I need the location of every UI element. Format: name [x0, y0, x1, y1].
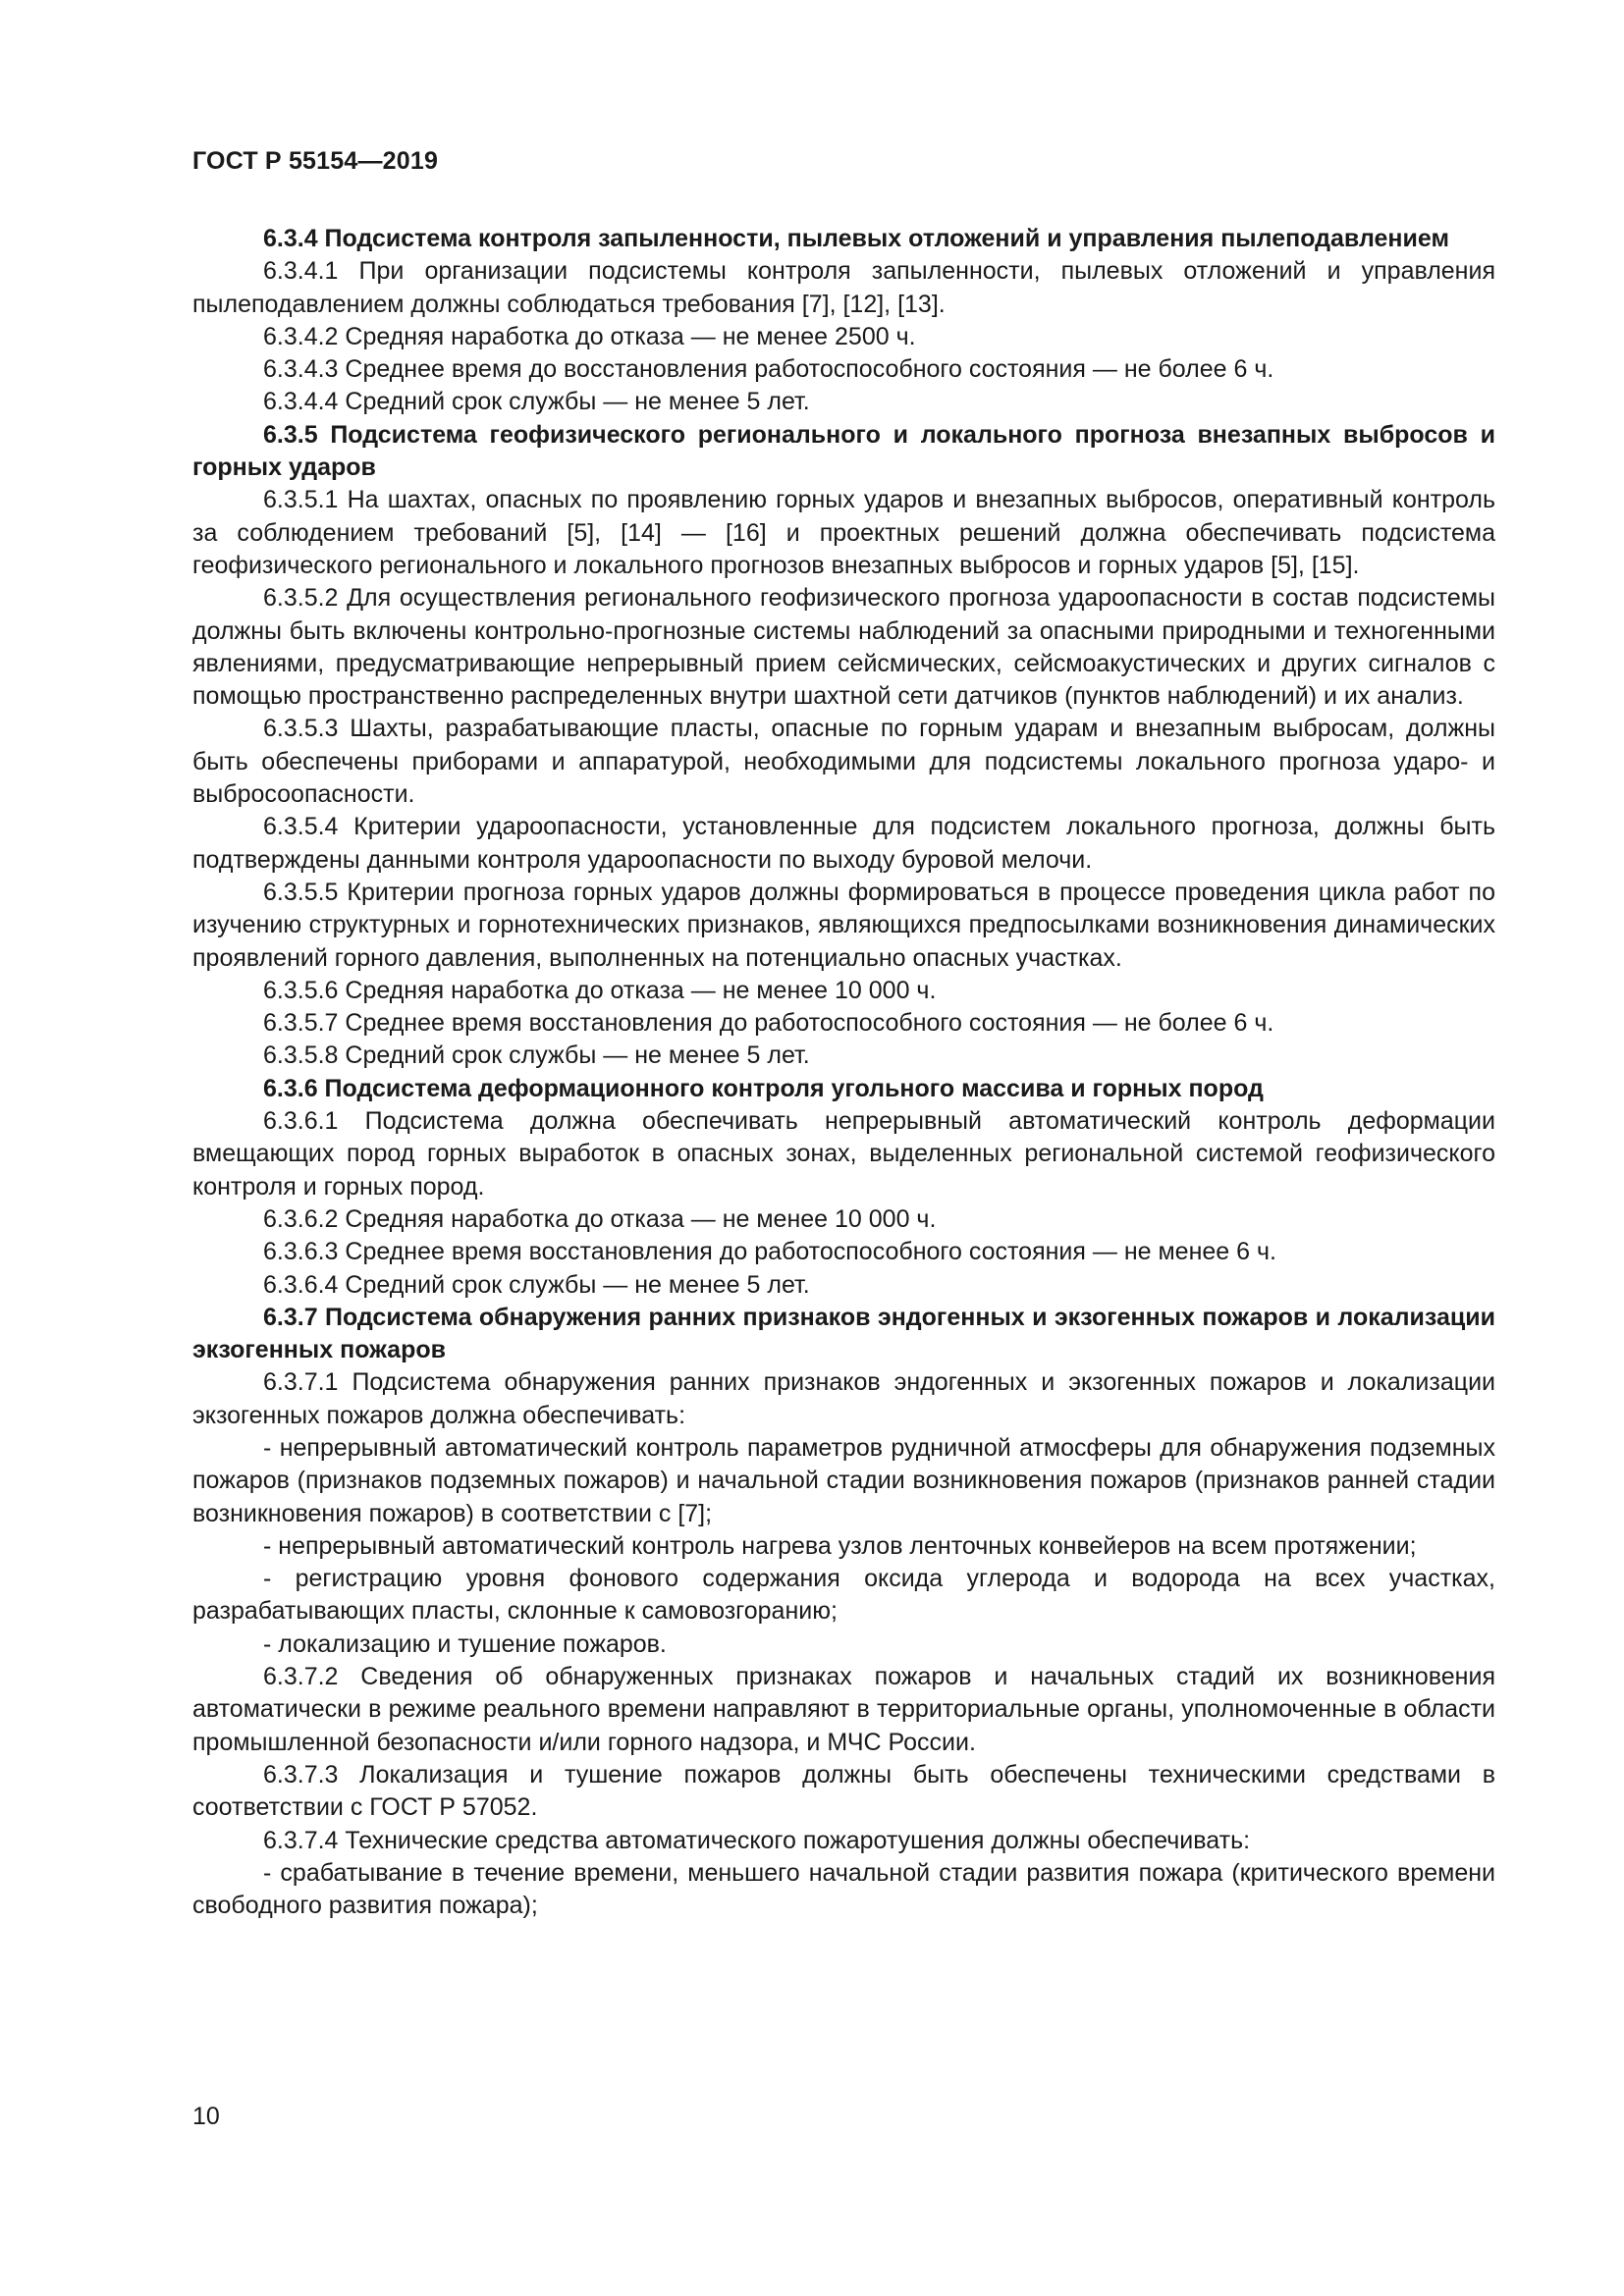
section-heading-6-3-4: 6.3.4 Подсистема контроля запыленности, пылевых отложений и управления пылеподавлением	[263, 225, 1449, 252]
document-body	[192, 223, 1495, 1922]
paragraph-6-3-7-3: 6.3.7.3 Локализация и тушение пожаров должны быть обеспечены техническими средствами в соответствии с ГОСТ Р 57052.	[192, 1760, 1495, 1822]
paragraph-6-3-4-1: 6.3.4.1 При организации подсистемы контроля запыленности, пылевых отложений и управления пылеподавлением должны соблюдаться требования [7], [12], [13].	[192, 257, 1495, 318]
paragraph-6-3-6-2: 6.3.6.2 Средняя наработка до отказа — не менее 10 000 ч.	[263, 1204, 937, 1233]
paragraph-6-3-5-7: 6.3.5.7 Среднее время восстановления до работоспособного состояния — не более 6 ч.	[263, 1009, 1274, 1038]
paragraph-6-3-5-5: 6.3.5.5 Критерии прогноза горных ударов должны формироваться в процессе проведения цикла работ по изучению структурных и горнотехнических признаков, являющихся предпосылками возникновения динамических проявлений горного давления, выполненных на потенциально опасных участках.	[192, 878, 1495, 972]
paragraph-6-3-5-3: 6.3.5.3 Шахты, разрабатывающие пласты, опасные по горным ударам и внезапным выбросам, должны быть обеспечены приборами и аппаратурой, необходимыми для подсистемы локального прогноза ударо- и выбросоопасности.	[192, 715, 1495, 809]
paragraph-6-3-5-8: 6.3.5.8 Средний срок службы — не менее 5 лет.	[263, 1041, 810, 1070]
section-heading-6-3-5: 6.3.5 Подсистема геофизического регионального и локального прогноза внезапных выбросов и горных ударов	[192, 420, 1495, 482]
paragraph-6-3-6-3: 6.3.6.3 Среднее время восстановления до работоспособного состояния — не менее 6 ч.	[263, 1238, 1276, 1266]
list-item: - непрерывный автоматический контроль параметров рудничной атмосферы для обнаружения подземных пожаров (признаков подземных пожаров) и начальной стадии возникновения пожаров (признаков ранней стадии возникновения пожаров) в соответствии с [7];	[192, 1433, 1495, 1527]
paragraph-6-3-7-4: 6.3.7.4 Технические средства автоматического пожаротушения должны обеспечивать:	[263, 1826, 1251, 1854]
section-heading-6-3-7: 6.3.7 Подсистема обнаружения ранних признаков эндогенных и экзогенных пожаров и локализации экзогенных пожаров	[192, 1303, 1495, 1364]
paragraph-6-3-7-1: 6.3.7.1 Подсистема обнаружения ранних признаков эндогенных и экзогенных пожаров и локализации экзогенных пожаров должна обеспечивать:	[192, 1368, 1495, 1429]
document-code-header: ГОСТ Р 55154—2019	[192, 147, 439, 175]
list-item: - локализацию и тушение пожаров.	[263, 1629, 667, 1658]
paragraph-6-3-4-3: 6.3.4.3 Среднее время до восстановления работоспособного состояния — не более 6 ч.	[263, 355, 1274, 384]
paragraph-6-3-5-6: 6.3.5.6 Средняя наработка до отказа — не менее 10 000 ч.	[263, 976, 937, 1004]
paragraph-6-3-5-4: 6.3.5.4 Критерии удароопасности, установленные для подсистем локального прогноза, должны быть подтверждены данными контроля удароопасности по выходу буровой мелочи.	[192, 813, 1495, 874]
paragraph-6-3-5-2: 6.3.5.2 Для осуществления регионального геофизического прогноза удароопасности в состав подсистемы должны быть включены контрольно-прогнозные системы наблюдений за опасными природными и техногенными явлениями, предусматривающие непрерывный прием сейсмических, сейсмоакустических и других сигналов с помощью пространственно распределенных внутри шахтной сети датчиков (пунктов наблюдений) и их анализ.	[192, 584, 1495, 711]
paragraph-6-3-6-1: 6.3.6.1 Подсистема должна обеспечивать непрерывный автоматический контроль деформации вмещающих пород горных выработок в опасных зонах, выделенных региональной системой геофизического контроля и горных пород.	[192, 1107, 1495, 1201]
paragraph-6-3-7-2: 6.3.7.2 Сведения об обнаруженных признаках пожаров и начальных стадий их возникновения автоматически в режиме реального времени направляют в территориальные органы, уполномоченные в области промышленной безопасности и/или горного надзора, и МЧС России.	[192, 1663, 1495, 1756]
list-item: - непрерывный автоматический контроль нагрева узлов ленточных конвейеров на всем протяжении;	[263, 1531, 1417, 1560]
list-item: - срабатывание в течение времени, меньшего начальной стадии развития пожара (критического времени свободного развития пожара);	[192, 1858, 1495, 1920]
list-item: - регистрацию уровня фонового содержания оксида углерода и водорода на всех участках, разрабатывающих пласты, склонные к самовозгоранию;	[192, 1565, 1495, 1626]
paragraph-6-3-4-4: 6.3.4.4 Средний срок службы — не менее 5 лет.	[263, 388, 810, 416]
page-number: 10	[192, 2103, 220, 2130]
paragraph-6-3-4-2: 6.3.4.2 Средняя наработка до отказа — не менее 2500 ч.	[263, 322, 916, 350]
paragraph-6-3-5-1: 6.3.5.1 На шахтах, опасных по проявлению горных ударов и внезапных выбросов, оперативный контроль за соблюдением требований [5], [14] — [16] и проектных решений должна обеспечивать подсистема геофизического регионального и локального прогнозов внезапных выбросов и горных ударов [5], [15].	[192, 486, 1495, 579]
paragraph-6-3-6-4: 6.3.6.4 Средний срок службы — не менее 5 лет.	[263, 1270, 810, 1299]
section-heading-6-3-6: 6.3.6 Подсистема деформационного контроля угольного массива и горных пород	[263, 1074, 1264, 1102]
